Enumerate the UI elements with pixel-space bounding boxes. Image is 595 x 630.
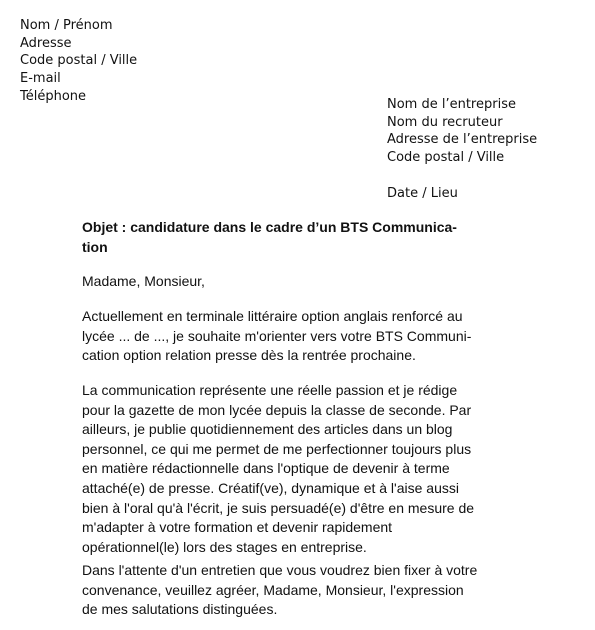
sender-address: Adresse [20,35,72,51]
paragraph-line: Dans l'attente d'un entretien que vous voudrez bien fixer à votre [82,562,478,578]
recipient-recruiter: Nom du recruteur [387,114,503,130]
sender-postcode-city: Code postal / Ville [20,53,138,69]
paragraph-line: m'adapter à votre formation et devenir rapidement [82,519,393,536]
paragraph-line: Actuellement en terminale littéraire option anglais renforcé au [82,308,463,324]
letter-greeting [82,272,512,292]
paragraph-intro [82,307,512,366]
recipient-address: Adresse de l’entreprise [387,132,538,148]
sender-name: Nom / Prénom [20,18,113,33]
paragraph-closing [82,561,512,620]
paragraph-line: opérationnel(le) lors des stages en entreprise. [82,538,367,555]
paragraph-line: de mes salutations distinguées. [82,601,278,618]
sender-phone: Téléphone [20,88,87,104]
paragraph-line: personnel, ce qui me permet de me perfectionner toujours plus [82,440,472,457]
paragraph-line: ailleurs, je publie quotidiennement des articles dans un blog [82,421,453,438]
paragraph-line: cation option relation presse dès la rentrée prochaine. [82,347,416,364]
paragraph-line: convenance, veuillez agréer, Madame, Monsieur, l'expression [82,581,464,598]
subject-line: tion [82,238,108,255]
paragraph-motivation [82,381,512,557]
recipient-block [387,96,537,203]
recipient-company: Nom de l’entreprise [387,97,516,112]
recipient-postcode-city: Code postal / Ville [387,150,505,166]
paragraph-line: pour la gazette de mon lycée depuis la classe de seconde. Par [82,401,472,418]
paragraph-line: en matière rédactionnelle dans l'optique de devenir à terme [82,460,450,477]
greeting-text: Madame, Monsieur, [82,273,205,289]
subject-line: Objet : candidature dans le cadre d’un BTS Communica- [82,219,457,235]
letter-subject [82,218,512,257]
sender-email: E-mail [20,71,61,87]
paragraph-line: bien à l'oral qu'à l'écrit, je suis persuadé(e) d'être en mesure de [82,499,475,516]
date-place: Date / Lieu [387,185,458,201]
paragraph-line: lycée ... de ..., je souhaite m'orienter vers votre BTS Communi- [82,327,472,344]
spacer [387,167,537,185]
paragraph-line: La communication représente une réelle passion et je rédige [82,382,458,398]
sender-block [20,17,137,106]
paragraph-line: attaché(e) de presse. Créatif(ve), dynamique et à l'aise aussi [82,479,459,496]
